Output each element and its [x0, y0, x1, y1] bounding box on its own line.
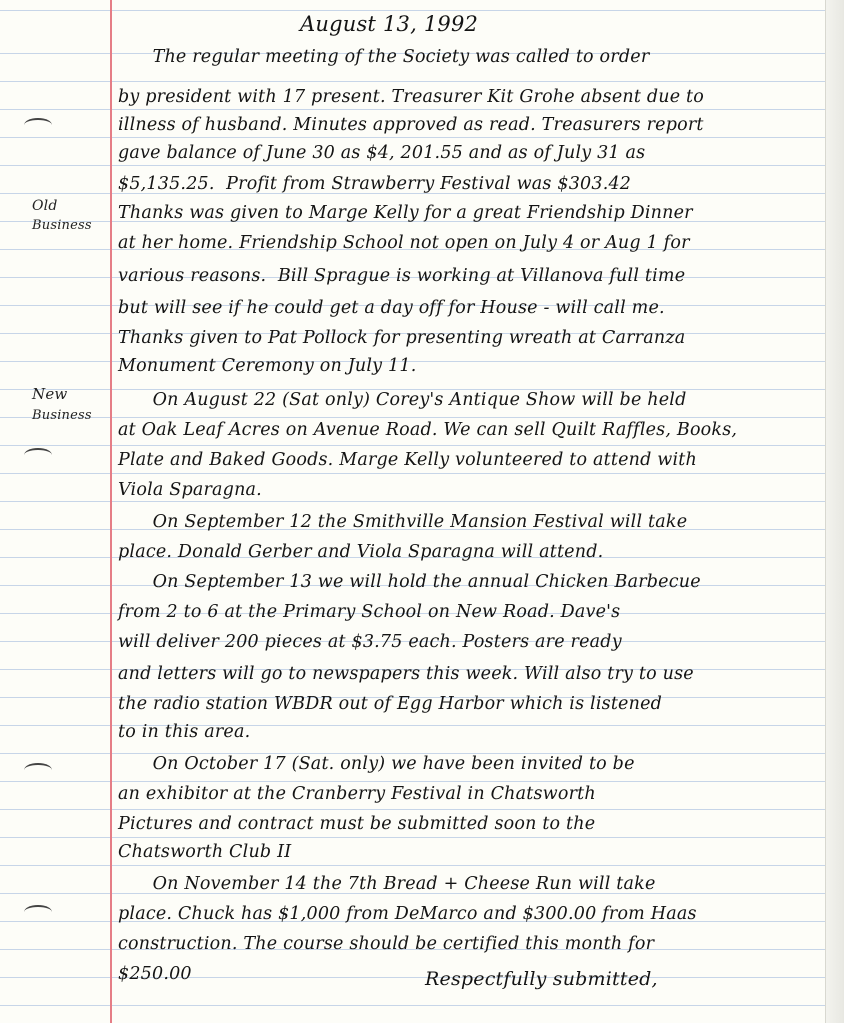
minutes-line: $5,135.25. Profit from Strawberry Festival was $303.42: [118, 174, 632, 194]
minutes-line: place. Donald Gerber and Viola Sparagna will attend.: [118, 542, 604, 562]
margin-note-business: Business: [32, 408, 92, 423]
minutes-line: Pictures and contract must be submitted soon to the: [118, 814, 596, 834]
minutes-line: will deliver 200 pieces at $3.75 each. Posters are ready: [118, 632, 622, 652]
margin-note-old: Old: [32, 198, 58, 214]
binder-hole-mark: [24, 905, 52, 919]
minutes-line: Plate and Baked Goods. Marge Kelly volunteered to attend with: [118, 450, 697, 470]
page-edge: [825, 0, 844, 1023]
margin-note-new: New: [32, 385, 68, 403]
minutes-line: from 2 to 6 at the Primary School on New Road. Dave's: [118, 602, 621, 622]
minutes-line: Thanks given to Pat Pollock for presenting wreath at Carranza: [118, 328, 686, 348]
minutes-line: at Oak Leaf Acres on Avenue Road. We can sell Quilt Raffles, Books,: [118, 420, 738, 440]
minutes-line: an exhibitor at the Cranberry Festival in Chatsworth: [118, 784, 596, 804]
minutes-line: On November 14 the 7th Bread + Cheese Run will take: [118, 874, 656, 894]
minutes-line: place. Chuck has $1,000 from DeMarco and $300.00 from Haas: [118, 904, 697, 924]
minutes-line: $250.00: [118, 964, 192, 984]
minutes-line: Viola Sparagna.: [118, 480, 262, 500]
minutes-line: On October 17 (Sat. only) we have been invited to be: [118, 754, 635, 774]
minutes-line: On September 13 we will hold the annual Chicken Barbecue: [118, 572, 701, 592]
minutes-line: gave balance of June 30 as $4, 201.55 and as of July 31 as: [118, 143, 646, 163]
minutes-line: various reasons. Bill Sprague is working at Villanova full time: [118, 266, 686, 286]
binder-hole-mark: [24, 118, 52, 132]
minutes-line: Monument Ceremony on July 11.: [118, 356, 417, 376]
meeting-date: August 13, 1992: [300, 12, 479, 36]
minutes-line: On September 12 the Smithville Mansion Festival will take: [118, 512, 688, 532]
minutes-line: The regular meeting of the Society was called to order: [118, 47, 650, 67]
minutes-line: at her home. Friendship School not open on July 4 or Aug 1 for: [118, 233, 690, 253]
minutes-line: the radio station WBDR out of Egg Harbor which is listened: [118, 694, 663, 714]
minutes-line: On August 22 (Sat only) Corey's Antique Show will be held: [118, 390, 687, 410]
binder-hole-mark: [24, 448, 52, 462]
minutes-line: construction. The course should be certified this month for: [118, 934, 655, 954]
margin-note-business: Business: [32, 218, 92, 233]
minutes-line: by president with 17 present. Treasurer Kit Grohe absent due to: [118, 87, 705, 107]
margin-rule: [110, 0, 112, 1023]
minutes-line: and letters will go to newspapers this week. Will also try to use: [118, 664, 694, 684]
binder-hole-mark: [24, 763, 52, 777]
minutes-line: to in this area.: [118, 722, 251, 742]
minutes-line: but will see if he could get a day off for House - will call me.: [118, 298, 665, 318]
minutes-line: illness of husband. Minutes approved as read. Treasurers report: [118, 115, 704, 135]
closing-signature-line: Respectfully submitted,: [425, 968, 658, 990]
minutes-line: Chatsworth Club II: [118, 842, 292, 862]
minutes-line: Thanks was given to Marge Kelly for a great Friendship Dinner: [118, 203, 693, 223]
